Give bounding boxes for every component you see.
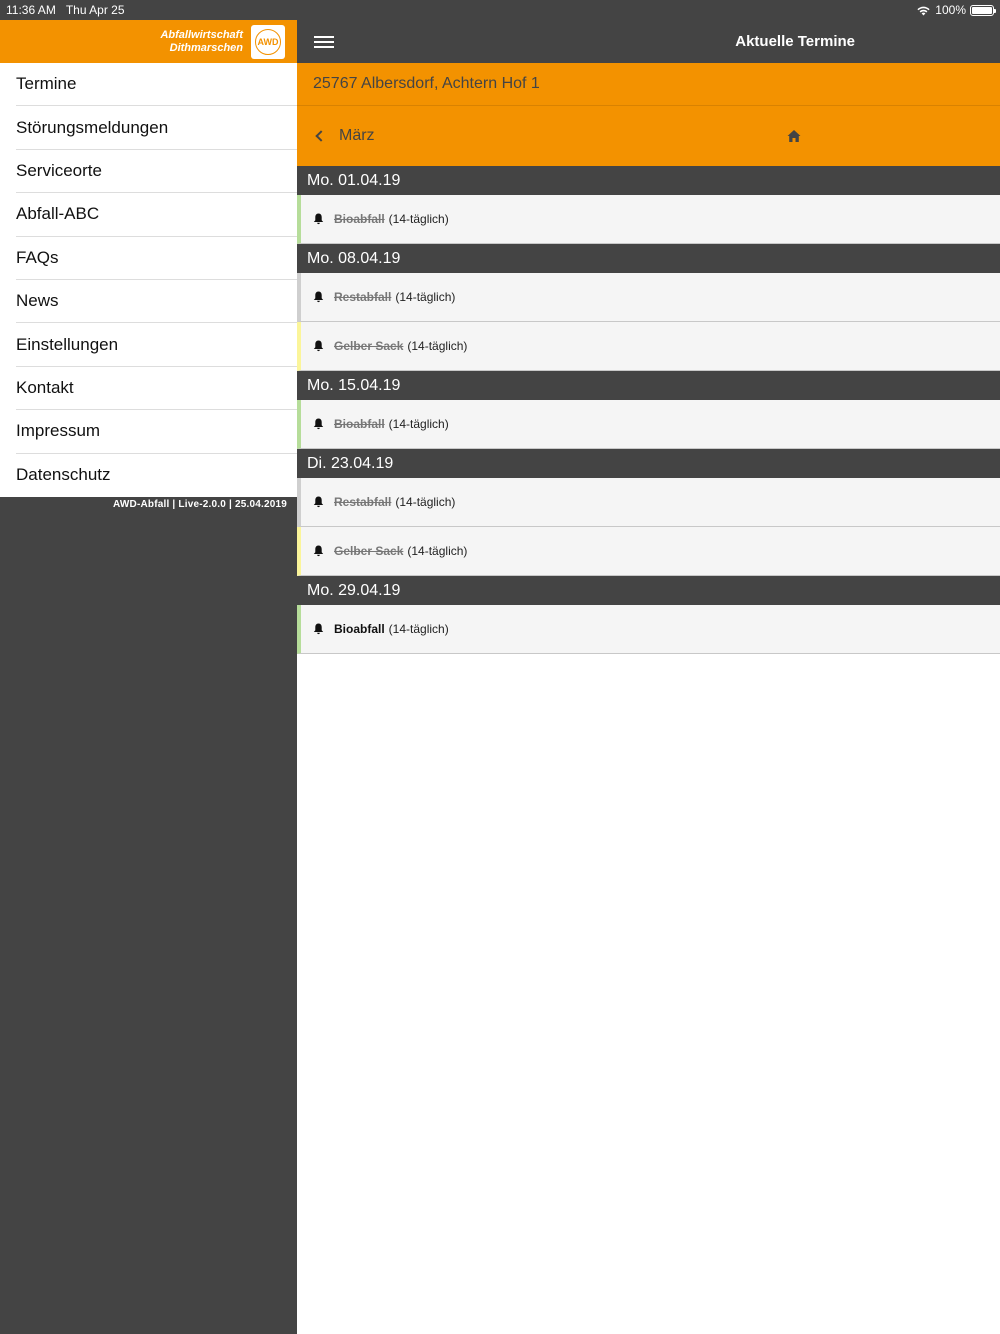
awd-logo [251,25,285,59]
sidebar-item-label: Serviceorte [16,160,102,180]
bell-icon[interactable] [313,418,324,430]
day-header: Mo. 01.04.19 [297,166,1000,195]
schedule-entry[interactable] [297,195,1000,244]
sidebar-item-label: Impressum [16,421,101,441]
status-date: Thu Apr 25 [65,3,125,17]
waste-type: Bioabfall [334,417,385,431]
version-info: AWD-Abfall | Live-2.0.0 | 25.04.2019 [113,498,287,510]
awd-logo-text: AWD [255,29,281,55]
bell-icon[interactable] [313,340,324,352]
waste-type: Bioabfall [334,212,385,226]
waste-frequency: (14-täglich) [388,417,449,431]
sidebar-item-label: Datenschutz [16,465,111,485]
waste-frequency: (14-täglich) [407,544,468,558]
waste-type: Gelber Sack [334,339,404,353]
day-header: Di. 23.04.19 [297,449,1000,478]
waste-frequency: (14-täglich) [407,339,468,353]
schedule-list [297,166,1000,654]
previous-month-label: März [339,127,375,144]
bell-icon[interactable] [313,545,324,557]
waste-type: Restabfall [334,290,392,304]
bell-icon[interactable] [313,291,324,303]
schedule-entry[interactable] [297,527,1000,576]
brand-header [0,20,297,63]
sidebar-item-label: Kontakt [16,377,74,397]
sidebar-item-kontakt[interactable] [16,367,297,410]
sidebar-item-einstellungen[interactable] [16,323,297,366]
address-text: 25767 Albersdorf, Achtern Hof 1 [313,75,540,92]
sidebar-item-abfall-abc[interactable] [16,193,297,236]
sidebar-item-serviceorte[interactable] [16,150,297,193]
schedule-entry[interactable] [297,605,1000,654]
sidebar-item-datenschutz[interactable] [16,454,297,497]
waste-type: Bioabfall [334,622,385,636]
schedule-entry[interactable] [297,322,1000,371]
brand-line-2: Dithmarschen [169,41,243,54]
sidebar-item-label: News [16,291,59,311]
day-header: Mo. 15.04.19 [297,371,1000,400]
sidebar-item-label: Abfall-ABC [16,204,100,224]
main-content [297,20,1000,1334]
sidebar-item-termine[interactable] [16,63,297,106]
waste-frequency: (14-täglich) [395,290,456,304]
status-right [916,3,994,17]
status-bar [0,0,1000,20]
sidebar [0,20,297,1334]
top-bar [297,20,1000,63]
sidebar-item-news[interactable] [16,280,297,323]
sidebar-item-stoerungsmeldungen[interactable] [16,106,297,149]
schedule-entry[interactable] [297,400,1000,449]
hamburger-icon[interactable] [314,33,334,51]
sidebar-item-label: Einstellungen [16,334,119,354]
brand-line-1: Abfallwirtschaft [160,28,243,41]
month-navigation [297,106,1000,166]
day-header: Mo. 08.04.19 [297,244,1000,273]
page-title: Aktuelle Termine [735,33,855,50]
battery-percent: 100% [935,3,966,17]
waste-frequency: (14-täglich) [395,495,456,509]
bell-icon[interactable] [313,623,324,635]
sidebar-item-label: Störungsmeldungen [16,117,169,137]
sidebar-item-label: Termine [16,74,77,94]
schedule-entry[interactable] [297,273,1000,322]
brand-name [160,29,243,55]
bell-icon[interactable] [313,213,324,225]
battery-icon [970,5,994,16]
status-time: 11:36 AM [6,3,56,17]
bell-icon[interactable] [313,496,324,508]
sidebar-item-impressum[interactable] [16,410,297,453]
day-header: Mo. 29.04.19 [297,576,1000,605]
waste-type: Restabfall [334,495,392,509]
sidebar-item-faqs[interactable] [16,237,297,280]
wifi-icon [916,5,931,16]
chevron-left-icon [315,130,326,141]
previous-month-button[interactable] [317,127,375,145]
waste-frequency: (14-täglich) [388,212,449,226]
address-bar[interactable] [297,63,1000,106]
home-icon[interactable] [787,129,801,143]
schedule-entry[interactable] [297,478,1000,527]
waste-frequency: (14-täglich) [388,622,449,636]
sidebar-item-label: FAQs [16,247,59,267]
waste-type: Gelber Sack [334,544,404,558]
sidebar-menu [0,63,297,497]
